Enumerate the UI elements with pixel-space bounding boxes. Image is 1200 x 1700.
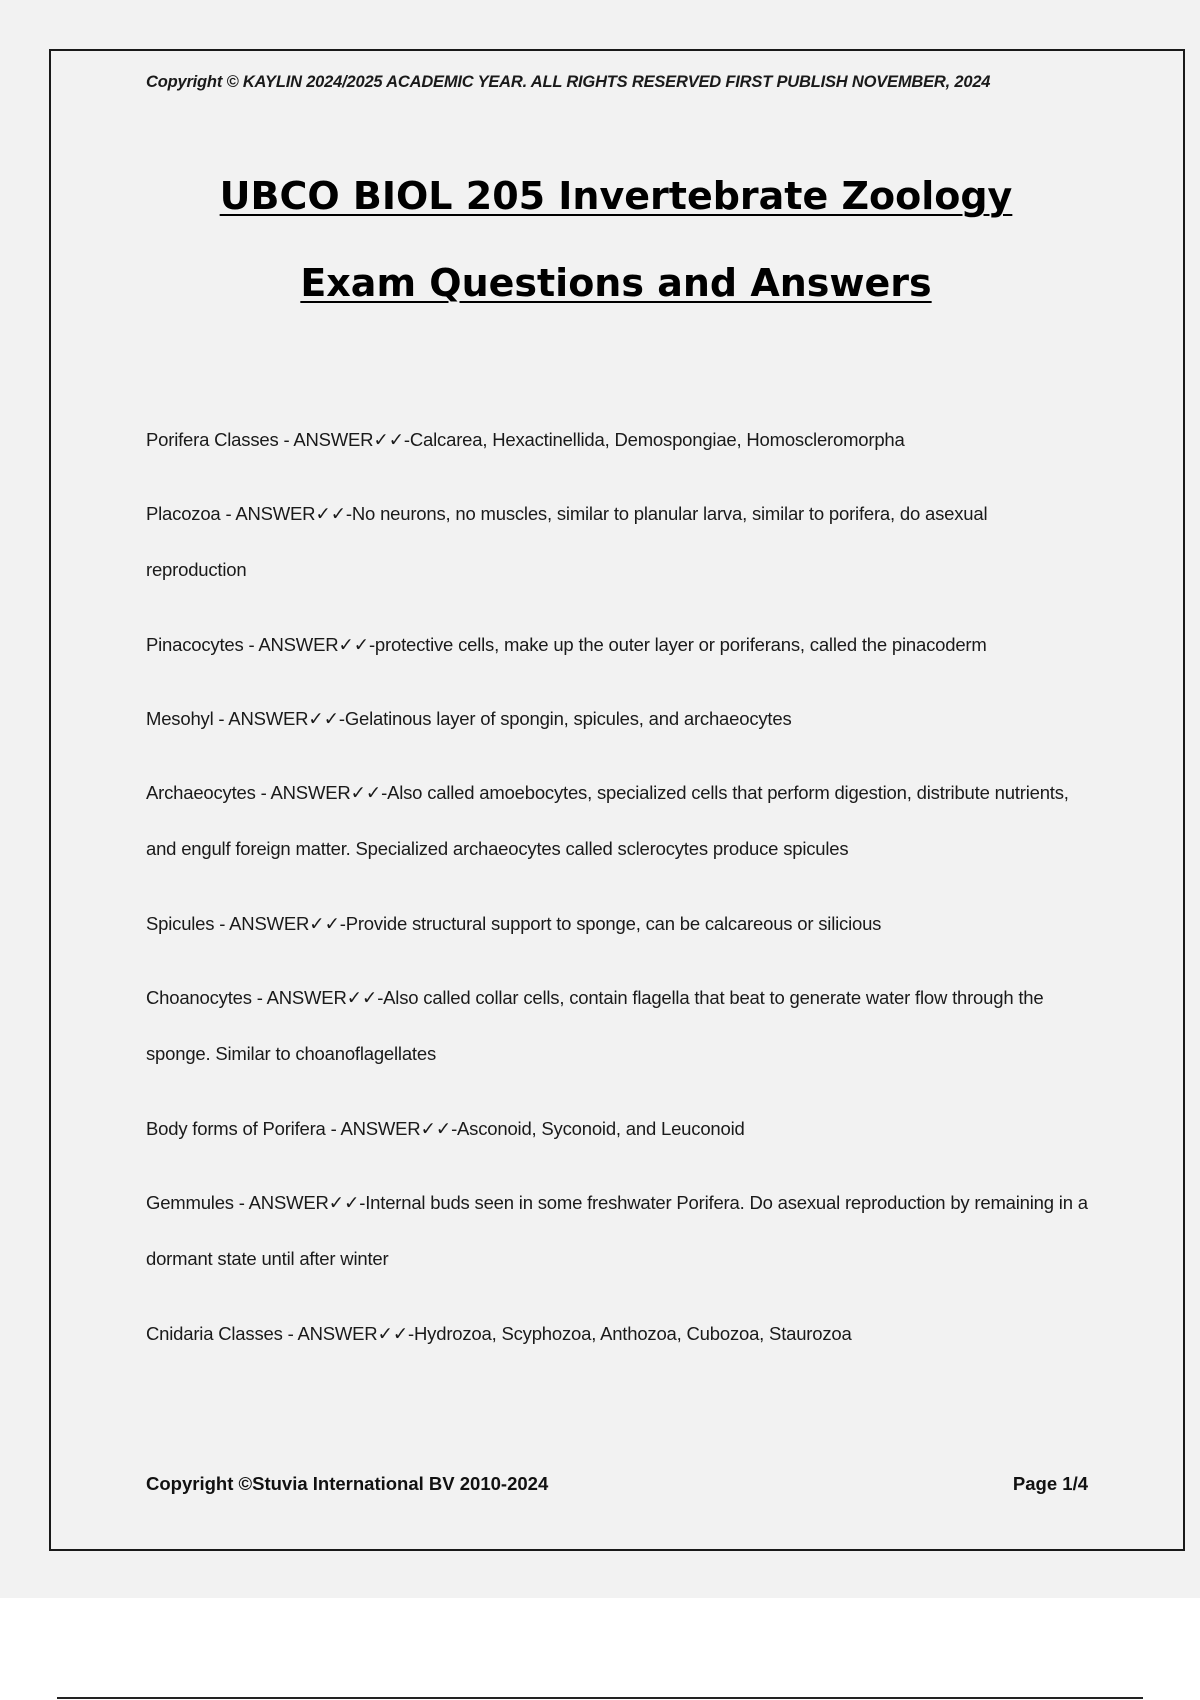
page-number: Page 1/4 <box>1012 1473 1088 1494</box>
qa-item: Placozoa - ANSWER✓✓-No neurons, no muscles, similar to planular larva, similar to porifera, do asexual reproduction <box>146 503 988 580</box>
title-line-2-text: Exam Questions and Answers <box>300 261 932 305</box>
qa-item: Porifera Classes - ANSWER✓✓-Calcarea, Hexactinellida, Demospongiae, Homoscleromorpha <box>146 429 905 450</box>
footer-copyright: Copyright ©Stuvia International BV 2010-2024 <box>146 1473 549 1494</box>
qa-item: Gemmules - ANSWER✓✓-Internal buds seen in some freshwater Porifera. Do asexual reproduction by remaining in a dormant state until after winter <box>146 1192 1088 1269</box>
qa-item: Body forms of Porifera - ANSWER✓✓-Asconoid, Syconoid, and Leuconoid <box>146 1118 745 1139</box>
qa-list <box>146 412 1092 1380</box>
qa-item: Spicules - ANSWER✓✓-Provide structural support to sponge, can be calcareous or silicious <box>146 913 882 934</box>
title-line-1-text: UBCO BIOL 205 Invertebrate Zoology <box>219 174 1013 218</box>
document-title-line-2 <box>100 261 1132 305</box>
next-page-divider <box>57 1697 1143 1699</box>
qa-item: Pinacocytes - ANSWER✓✓-protective cells, make up the outer layer or poriferans, called the pinacoderm <box>146 634 987 655</box>
qa-item: Archaeocytes - ANSWER✓✓-Also called amoebocytes, specialized cells that perform digestion, distribute nutrients, and engulf foreign matter. Specialized archaeocytes called sclerocytes produce spicules <box>146 782 1069 859</box>
header-copyright: Copyright © KAYLIN 2024/2025 ACADEMIC YEAR. ALL RIGHTS RESERVED FIRST PUBLISH NOVEMBER, 2024 <box>146 73 991 91</box>
document-title-line-1 <box>100 174 1132 218</box>
qa-item: Choanocytes - ANSWER✓✓-Also called collar cells, contain flagella that beat to generate water flow through the sponge. Similar to choanoflagellates <box>146 987 1044 1064</box>
qa-item: Cnidaria Classes - ANSWER✓✓-Hydrozoa, Scyphozoa, Anthozoa, Cubozoa, Staurozoa <box>146 1323 852 1344</box>
qa-item: Mesohyl - ANSWER✓✓-Gelatinous layer of spongin, spicules, and archaeocytes <box>146 708 792 729</box>
